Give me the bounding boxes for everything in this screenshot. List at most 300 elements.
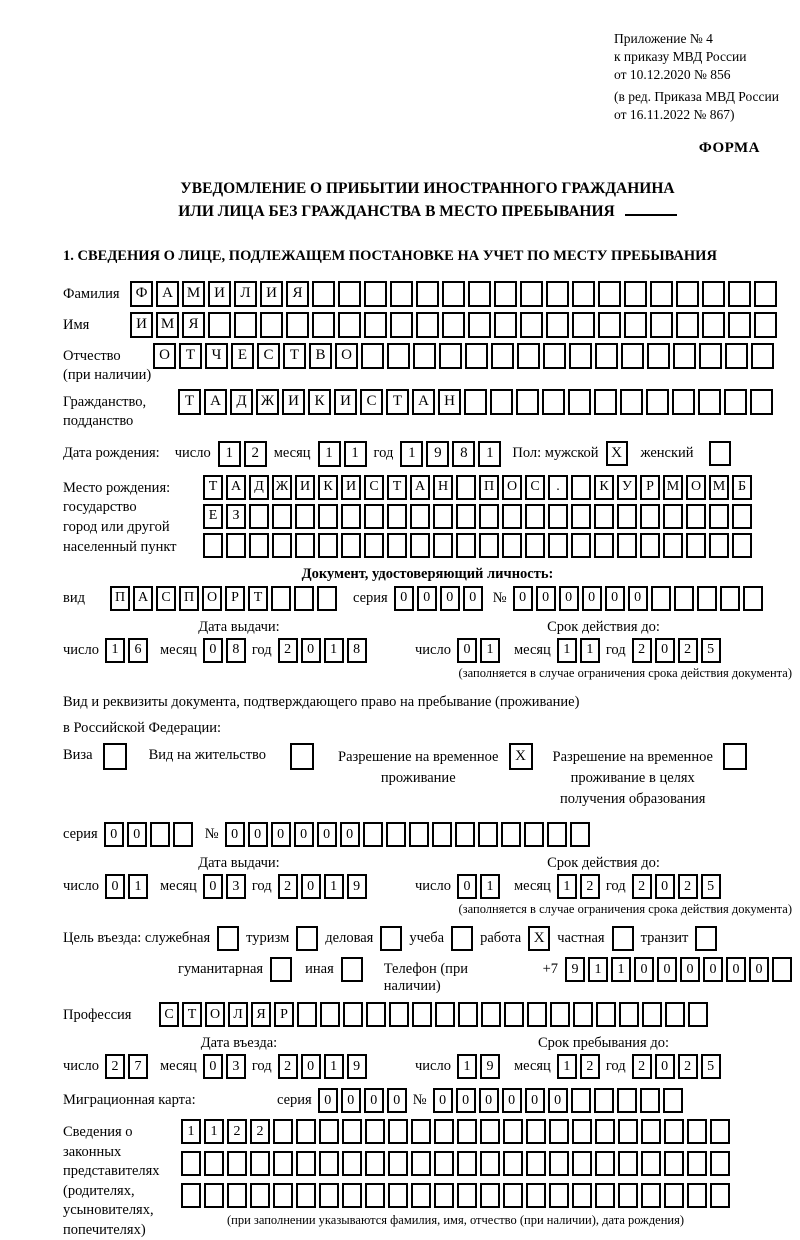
- char-cell[interactable]: 0: [726, 957, 746, 982]
- char-cell[interactable]: [226, 533, 246, 558]
- char-cell[interactable]: [490, 389, 513, 415]
- char-cell[interactable]: [295, 533, 315, 558]
- char-cell[interactable]: [468, 312, 491, 338]
- char-cell[interactable]: [458, 1002, 478, 1027]
- char-cell[interactable]: 8: [452, 441, 475, 467]
- char-cell[interactable]: С: [257, 343, 280, 369]
- char-cell[interactable]: [386, 822, 406, 847]
- char-cell[interactable]: [338, 281, 361, 307]
- char-cell[interactable]: [501, 822, 521, 847]
- char-cell[interactable]: [204, 1183, 224, 1208]
- char-cell[interactable]: [663, 504, 683, 529]
- char-cell[interactable]: [388, 1151, 408, 1176]
- char-cell[interactable]: С: [360, 389, 383, 415]
- char-cell[interactable]: [687, 1183, 707, 1208]
- char-cell[interactable]: 2: [632, 874, 652, 899]
- char-cell[interactable]: [624, 281, 647, 307]
- char-cell[interactable]: 0: [502, 1088, 522, 1113]
- char-cell[interactable]: [181, 1183, 201, 1208]
- char-cell[interactable]: [702, 312, 725, 338]
- char-cell[interactable]: [491, 343, 514, 369]
- char-cell[interactable]: К: [318, 475, 338, 500]
- char-cell[interactable]: 0: [340, 822, 360, 847]
- char-cell[interactable]: В: [309, 343, 332, 369]
- char-cell[interactable]: [572, 1119, 592, 1144]
- char-cell[interactable]: [743, 586, 763, 611]
- char-cell[interactable]: З: [226, 504, 246, 529]
- char-cell[interactable]: [702, 281, 725, 307]
- char-cell[interactable]: 0: [657, 957, 677, 982]
- char-cell[interactable]: [728, 312, 751, 338]
- char-cell[interactable]: [549, 1151, 569, 1176]
- char-cell[interactable]: [468, 281, 491, 307]
- char-cell[interactable]: [480, 1183, 500, 1208]
- char-cell[interactable]: А: [412, 389, 435, 415]
- char-cell[interactable]: [732, 533, 752, 558]
- char-cell[interactable]: [594, 504, 614, 529]
- char-cell[interactable]: [664, 1183, 684, 1208]
- purpose-transit-checkbox[interactable]: [695, 926, 717, 951]
- char-cell[interactable]: [260, 312, 283, 338]
- char-cell[interactable]: [503, 1119, 523, 1144]
- char-cell[interactable]: 0: [301, 874, 321, 899]
- char-cell[interactable]: [672, 389, 695, 415]
- char-cell[interactable]: 2: [678, 874, 698, 899]
- char-cell[interactable]: 1: [344, 441, 367, 467]
- char-cell[interactable]: [595, 1183, 615, 1208]
- char-cell[interactable]: О: [502, 475, 522, 500]
- char-cell[interactable]: 1: [128, 874, 148, 899]
- char-cell[interactable]: [296, 1183, 316, 1208]
- char-cell[interactable]: Р: [225, 586, 245, 611]
- char-cell[interactable]: [312, 281, 335, 307]
- char-cell[interactable]: [361, 343, 384, 369]
- char-cell[interactable]: 0: [394, 586, 414, 611]
- char-cell[interactable]: [318, 504, 338, 529]
- char-cell[interactable]: [732, 504, 752, 529]
- char-cell[interactable]: [464, 389, 487, 415]
- char-cell[interactable]: [317, 586, 337, 611]
- char-cell[interactable]: [272, 533, 292, 558]
- char-cell[interactable]: 0: [655, 638, 675, 663]
- char-cell[interactable]: 3: [226, 874, 246, 899]
- char-cell[interactable]: [650, 312, 673, 338]
- char-cell[interactable]: [318, 533, 338, 558]
- char-cell[interactable]: 0: [536, 586, 556, 611]
- char-cell[interactable]: [227, 1183, 247, 1208]
- char-cell[interactable]: О: [205, 1002, 225, 1027]
- char-cell[interactable]: 1: [105, 638, 125, 663]
- char-cell[interactable]: [619, 1002, 639, 1027]
- char-cell[interactable]: [598, 281, 621, 307]
- char-cell[interactable]: [364, 533, 384, 558]
- char-cell[interactable]: А: [156, 281, 179, 307]
- char-cell[interactable]: 2: [632, 638, 652, 663]
- char-cell[interactable]: 0: [127, 822, 147, 847]
- char-cell[interactable]: [772, 957, 792, 982]
- char-cell[interactable]: [234, 312, 257, 338]
- char-cell[interactable]: [365, 1119, 385, 1144]
- char-cell[interactable]: [710, 1119, 730, 1144]
- char-cell[interactable]: [480, 1151, 500, 1176]
- char-cell[interactable]: [596, 1002, 616, 1027]
- char-cell[interactable]: 0: [680, 957, 700, 982]
- char-cell[interactable]: 3: [226, 1054, 246, 1079]
- char-cell[interactable]: [617, 1088, 637, 1113]
- char-cell[interactable]: [651, 586, 671, 611]
- char-cell[interactable]: [286, 312, 309, 338]
- char-cell[interactable]: [572, 312, 595, 338]
- char-cell[interactable]: 2: [105, 1054, 125, 1079]
- char-cell[interactable]: 0: [433, 1088, 453, 1113]
- char-cell[interactable]: [364, 281, 387, 307]
- char-cell[interactable]: [624, 312, 647, 338]
- char-cell[interactable]: 5: [701, 638, 721, 663]
- char-cell[interactable]: [595, 343, 618, 369]
- char-cell[interactable]: 0: [301, 638, 321, 663]
- char-cell[interactable]: [203, 533, 223, 558]
- char-cell[interactable]: [455, 822, 475, 847]
- char-cell[interactable]: 0: [203, 874, 223, 899]
- char-cell[interactable]: [457, 1119, 477, 1144]
- char-cell[interactable]: [709, 504, 729, 529]
- char-cell[interactable]: 0: [341, 1088, 361, 1113]
- char-cell[interactable]: Д: [230, 389, 253, 415]
- char-cell[interactable]: [387, 343, 410, 369]
- char-cell[interactable]: [432, 822, 452, 847]
- char-cell[interactable]: [250, 1183, 270, 1208]
- char-cell[interactable]: [676, 281, 699, 307]
- char-cell[interactable]: П: [179, 586, 199, 611]
- char-cell[interactable]: [664, 1151, 684, 1176]
- char-cell[interactable]: [728, 281, 751, 307]
- char-cell[interactable]: [150, 822, 170, 847]
- char-cell[interactable]: [674, 586, 694, 611]
- char-cell[interactable]: 0: [655, 874, 675, 899]
- char-cell[interactable]: [249, 533, 269, 558]
- char-cell[interactable]: Т: [203, 475, 223, 500]
- char-cell[interactable]: [548, 504, 568, 529]
- char-cell[interactable]: Н: [433, 475, 453, 500]
- char-cell[interactable]: Я: [251, 1002, 271, 1027]
- char-cell[interactable]: С: [156, 586, 176, 611]
- char-cell[interactable]: [550, 1002, 570, 1027]
- char-cell[interactable]: А: [133, 586, 153, 611]
- char-cell[interactable]: [297, 1002, 317, 1027]
- char-cell[interactable]: 0: [582, 586, 602, 611]
- char-cell[interactable]: [481, 1002, 501, 1027]
- char-cell[interactable]: [410, 504, 430, 529]
- char-cell[interactable]: [173, 822, 193, 847]
- char-cell[interactable]: [618, 1183, 638, 1208]
- char-cell[interactable]: [640, 1088, 660, 1113]
- char-cell[interactable]: [319, 1151, 339, 1176]
- char-cell[interactable]: И: [341, 475, 361, 500]
- char-cell[interactable]: [456, 533, 476, 558]
- char-cell[interactable]: [502, 504, 522, 529]
- char-cell[interactable]: Т: [182, 1002, 202, 1027]
- char-cell[interactable]: [754, 281, 777, 307]
- char-cell[interactable]: О: [686, 475, 706, 500]
- char-cell[interactable]: [411, 1151, 431, 1176]
- char-cell[interactable]: 0: [294, 822, 314, 847]
- char-cell[interactable]: [618, 1119, 638, 1144]
- char-cell[interactable]: 2: [632, 1054, 652, 1079]
- char-cell[interactable]: [410, 533, 430, 558]
- char-cell[interactable]: А: [204, 389, 227, 415]
- char-cell[interactable]: [364, 504, 384, 529]
- char-cell[interactable]: [754, 312, 777, 338]
- char-cell[interactable]: Т: [387, 475, 407, 500]
- char-cell[interactable]: 2: [278, 1054, 298, 1079]
- char-cell[interactable]: 0: [440, 586, 460, 611]
- char-cell[interactable]: Я: [286, 281, 309, 307]
- purpose-humanitarian-checkbox[interactable]: [270, 957, 292, 982]
- char-cell[interactable]: [618, 1151, 638, 1176]
- char-cell[interactable]: И: [282, 389, 305, 415]
- char-cell[interactable]: [364, 312, 387, 338]
- char-cell[interactable]: [296, 1119, 316, 1144]
- purpose-tourism-checkbox[interactable]: [296, 926, 318, 951]
- char-cell[interactable]: [687, 1119, 707, 1144]
- char-cell[interactable]: [413, 343, 436, 369]
- char-cell[interactable]: 1: [181, 1119, 201, 1144]
- char-cell[interactable]: [641, 1151, 661, 1176]
- char-cell[interactable]: [641, 1183, 661, 1208]
- char-cell[interactable]: Б: [732, 475, 752, 500]
- char-cell[interactable]: 0: [318, 1088, 338, 1113]
- char-cell[interactable]: 9: [347, 874, 367, 899]
- char-cell[interactable]: [480, 1119, 500, 1144]
- char-cell[interactable]: [687, 1151, 707, 1176]
- char-cell[interactable]: 0: [655, 1054, 675, 1079]
- purpose-work-checkbox[interactable]: X: [528, 926, 550, 951]
- char-cell[interactable]: [665, 1002, 685, 1027]
- char-cell[interactable]: [434, 1119, 454, 1144]
- char-cell[interactable]: [227, 1151, 247, 1176]
- edu-residence-checkbox[interactable]: [723, 743, 747, 770]
- char-cell[interactable]: Д: [249, 475, 269, 500]
- char-cell[interactable]: 1: [457, 1054, 477, 1079]
- char-cell[interactable]: 1: [218, 441, 241, 467]
- char-cell[interactable]: У: [617, 475, 637, 500]
- char-cell[interactable]: А: [226, 475, 246, 500]
- char-cell[interactable]: 0: [525, 1088, 545, 1113]
- char-cell[interactable]: [542, 389, 565, 415]
- char-cell[interactable]: 1: [204, 1119, 224, 1144]
- char-cell[interactable]: [479, 533, 499, 558]
- char-cell[interactable]: И: [208, 281, 231, 307]
- char-cell[interactable]: М: [182, 281, 205, 307]
- char-cell[interactable]: [442, 312, 465, 338]
- char-cell[interactable]: [640, 533, 660, 558]
- char-cell[interactable]: Л: [234, 281, 257, 307]
- char-cell[interactable]: 1: [580, 638, 600, 663]
- char-cell[interactable]: С: [159, 1002, 179, 1027]
- char-cell[interactable]: 9: [347, 1054, 367, 1079]
- char-cell[interactable]: Е: [231, 343, 254, 369]
- char-cell[interactable]: [676, 312, 699, 338]
- char-cell[interactable]: [572, 281, 595, 307]
- char-cell[interactable]: [641, 1119, 661, 1144]
- char-cell[interactable]: С: [525, 475, 545, 500]
- char-cell[interactable]: [208, 312, 231, 338]
- char-cell[interactable]: [570, 822, 590, 847]
- char-cell[interactable]: [457, 1151, 477, 1176]
- char-cell[interactable]: [503, 1151, 523, 1176]
- char-cell[interactable]: [663, 1088, 683, 1113]
- char-cell[interactable]: [342, 1119, 362, 1144]
- char-cell[interactable]: [548, 533, 568, 558]
- char-cell[interactable]: 9: [480, 1054, 500, 1079]
- char-cell[interactable]: [457, 1183, 477, 1208]
- purpose-business-checkbox[interactable]: [380, 926, 402, 951]
- char-cell[interactable]: 2: [580, 874, 600, 899]
- char-cell[interactable]: [388, 1183, 408, 1208]
- char-cell[interactable]: Т: [386, 389, 409, 415]
- char-cell[interactable]: [494, 281, 517, 307]
- char-cell[interactable]: 0: [456, 1088, 476, 1113]
- char-cell[interactable]: [272, 504, 292, 529]
- char-cell[interactable]: [526, 1183, 546, 1208]
- char-cell[interactable]: Т: [283, 343, 306, 369]
- char-cell[interactable]: [465, 343, 488, 369]
- char-cell[interactable]: 5: [701, 874, 721, 899]
- char-cell[interactable]: [546, 312, 569, 338]
- char-cell[interactable]: 1: [480, 638, 500, 663]
- char-cell[interactable]: [543, 343, 566, 369]
- char-cell[interactable]: [520, 281, 543, 307]
- char-cell[interactable]: 0: [559, 586, 579, 611]
- char-cell[interactable]: 0: [387, 1088, 407, 1113]
- char-cell[interactable]: 1: [324, 874, 344, 899]
- char-cell[interactable]: [525, 533, 545, 558]
- char-cell[interactable]: .: [548, 475, 568, 500]
- char-cell[interactable]: 2: [250, 1119, 270, 1144]
- char-cell[interactable]: А: [410, 475, 430, 500]
- char-cell[interactable]: [365, 1151, 385, 1176]
- char-cell[interactable]: [650, 281, 673, 307]
- char-cell[interactable]: О: [335, 343, 358, 369]
- char-cell[interactable]: [434, 1151, 454, 1176]
- char-cell[interactable]: [387, 504, 407, 529]
- char-cell[interactable]: [273, 1151, 293, 1176]
- char-cell[interactable]: Ж: [256, 389, 279, 415]
- char-cell[interactable]: [435, 1002, 455, 1027]
- char-cell[interactable]: [494, 312, 517, 338]
- char-cell[interactable]: [546, 281, 569, 307]
- char-cell[interactable]: 1: [400, 441, 423, 467]
- char-cell[interactable]: [571, 1088, 591, 1113]
- char-cell[interactable]: [673, 343, 696, 369]
- char-cell[interactable]: 0: [479, 1088, 499, 1113]
- char-cell[interactable]: [416, 312, 439, 338]
- char-cell[interactable]: [502, 533, 522, 558]
- char-cell[interactable]: 0: [749, 957, 769, 982]
- char-cell[interactable]: [416, 281, 439, 307]
- char-cell[interactable]: И: [260, 281, 283, 307]
- char-cell[interactable]: [273, 1119, 293, 1144]
- char-cell[interactable]: К: [308, 389, 331, 415]
- char-cell[interactable]: [571, 475, 591, 500]
- char-cell[interactable]: 0: [225, 822, 245, 847]
- char-cell[interactable]: [319, 1119, 339, 1144]
- sex-male-checkbox[interactable]: X: [606, 441, 628, 466]
- char-cell[interactable]: [640, 504, 660, 529]
- char-cell[interactable]: 0: [271, 822, 291, 847]
- char-cell[interactable]: О: [202, 586, 222, 611]
- char-cell[interactable]: [697, 586, 717, 611]
- char-cell[interactable]: [642, 1002, 662, 1027]
- char-cell[interactable]: [411, 1119, 431, 1144]
- char-cell[interactable]: [341, 504, 361, 529]
- char-cell[interactable]: П: [110, 586, 130, 611]
- char-cell[interactable]: И: [295, 475, 315, 500]
- char-cell[interactable]: [411, 1183, 431, 1208]
- char-cell[interactable]: Т: [178, 389, 201, 415]
- char-cell[interactable]: Т: [179, 343, 202, 369]
- char-cell[interactable]: Л: [228, 1002, 248, 1027]
- char-cell[interactable]: [686, 504, 706, 529]
- char-cell[interactable]: 0: [703, 957, 723, 982]
- char-cell[interactable]: [366, 1002, 386, 1027]
- char-cell[interactable]: 9: [426, 441, 449, 467]
- char-cell[interactable]: 0: [317, 822, 337, 847]
- char-cell[interactable]: [621, 343, 644, 369]
- char-cell[interactable]: Т: [248, 586, 268, 611]
- char-cell[interactable]: М: [709, 475, 729, 500]
- char-cell[interactable]: [249, 504, 269, 529]
- char-cell[interactable]: 0: [203, 1054, 223, 1079]
- char-cell[interactable]: [433, 504, 453, 529]
- char-cell[interactable]: [568, 389, 591, 415]
- char-cell[interactable]: [686, 533, 706, 558]
- char-cell[interactable]: [688, 1002, 708, 1027]
- char-cell[interactable]: [517, 343, 540, 369]
- char-cell[interactable]: 1: [557, 638, 577, 663]
- char-cell[interactable]: П: [479, 475, 499, 500]
- char-cell[interactable]: [250, 1151, 270, 1176]
- char-cell[interactable]: [549, 1119, 569, 1144]
- char-cell[interactable]: [390, 281, 413, 307]
- char-cell[interactable]: [572, 1183, 592, 1208]
- char-cell[interactable]: [720, 586, 740, 611]
- char-cell[interactable]: [389, 1002, 409, 1027]
- char-cell[interactable]: 0: [548, 1088, 568, 1113]
- char-cell[interactable]: Ж: [272, 475, 292, 500]
- char-cell[interactable]: [433, 533, 453, 558]
- char-cell[interactable]: К: [594, 475, 614, 500]
- char-cell[interactable]: [527, 1002, 547, 1027]
- char-cell[interactable]: И: [130, 312, 153, 338]
- char-cell[interactable]: [342, 1183, 362, 1208]
- char-cell[interactable]: [503, 1183, 523, 1208]
- char-cell[interactable]: 0: [513, 586, 533, 611]
- char-cell[interactable]: 1: [480, 874, 500, 899]
- char-cell[interactable]: 1: [557, 1054, 577, 1079]
- char-cell[interactable]: [524, 822, 544, 847]
- purpose-study-checkbox[interactable]: [451, 926, 473, 951]
- char-cell[interactable]: [296, 1151, 316, 1176]
- char-cell[interactable]: 0: [417, 586, 437, 611]
- char-cell[interactable]: [698, 389, 721, 415]
- char-cell[interactable]: 2: [580, 1054, 600, 1079]
- char-cell[interactable]: [725, 343, 748, 369]
- char-cell[interactable]: 0: [457, 638, 477, 663]
- char-cell[interactable]: [569, 343, 592, 369]
- char-cell[interactable]: [478, 822, 498, 847]
- char-cell[interactable]: 2: [227, 1119, 247, 1144]
